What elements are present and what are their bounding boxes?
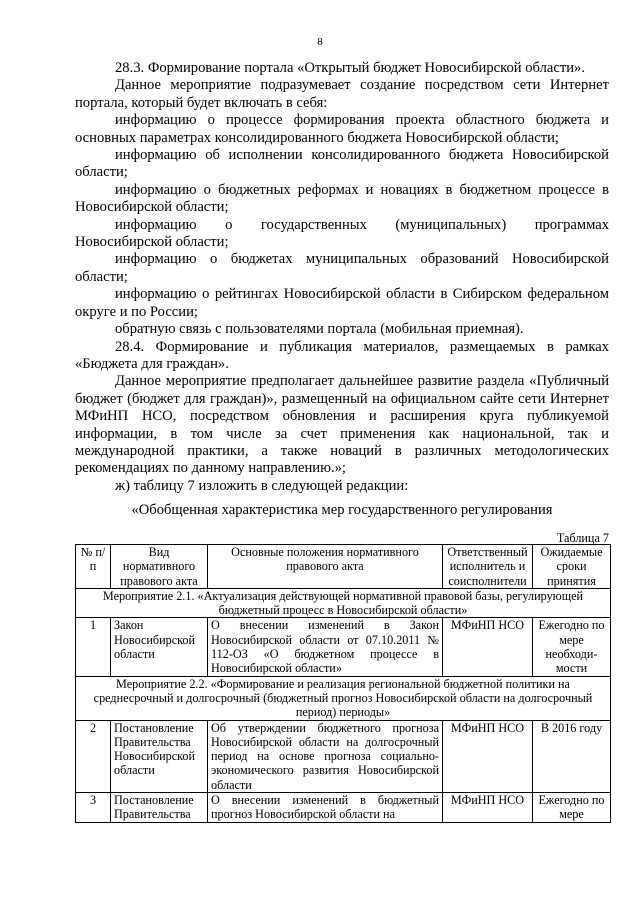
row-number: 3 [76, 793, 111, 823]
act-content: О внесении изменений в бюджетный прогноз Новосибирской области на [208, 793, 443, 823]
paragraph: информацию об исполнении консолидированного бюджета Новосибирской области; [75, 147, 609, 181]
header-cell: Вид нормативного правового акта [111, 545, 208, 589]
paragraph: обратную связь с пользователями портала (мобильная приемная). [115, 321, 524, 338]
row-number: 2 [76, 720, 111, 792]
body-text [75, 60, 609, 495]
paragraph: Данное мероприятие предполагает дальнейшее развитие раздела «Публичный бюджет (бюджет для граждан)», размещенный на официальном сайте сети Интернет МФиНП НСО, посредством обновления и расширения круга публикуемой информации, в том числе за счет применения как национальной, так и международной практики, а также новаций в различных методологических рекомендациях по данному направлению.»; [75, 373, 609, 477]
term: Ежегодно по мере [533, 793, 611, 823]
activity-title: Мероприятие 2.1. «Актуализация действующей нормативной правовой базы, регулирующей бюджетный процесс в Новосибирской области» [76, 588, 611, 618]
table-row [76, 618, 611, 676]
paragraph: ж) таблицу 7 изложить в следующей редакции: [115, 477, 409, 494]
header-cell: № п/п [76, 545, 111, 589]
act-type: Закон Новосибирской области [111, 618, 208, 676]
paragraph: информацию о бюджетах муниципальных образований Новосибирской области; [75, 251, 609, 285]
executor: МФиНП НСО [443, 720, 533, 792]
act-content: О внесении изменений в Закон Новосибирской области от 07.10.2011 № 112-ОЗ «О бюджетном процессе в Новосибирской области» [208, 618, 443, 676]
executor: МФиНП НСО [443, 793, 533, 823]
table-header-row [76, 545, 611, 589]
page-number: 8 [317, 36, 323, 48]
table-title: «Обобщенная характеристика мер государственного регулирования [131, 502, 553, 518]
header-cell: Ожидаемые сроки принятия [533, 545, 611, 589]
paragraph: информацию о рейтингах Новосибирской области в Сибирском федеральном округе и по России; [75, 286, 609, 320]
act-type: Постановление Правительства [111, 793, 208, 823]
paragraph: 28.3. Формирование портала «Открытый бюджет Новосибирской области». [115, 60, 585, 76]
table-number: Таблица 7 [556, 531, 609, 545]
row-number: 1 [76, 618, 111, 676]
header-cell: Основные положения нормативного правового акта [208, 545, 443, 589]
paragraph: Данное мероприятие подразумевает создание посредством сети Интернет портала, который будет включать в себя: [75, 77, 609, 111]
paragraph: информацию о государственных (муниципальных) программах Новосибирской области; [75, 216, 609, 251]
paragraph: информацию о бюджетных реформах и новациях в бюджетном процессе в Новосибирской области; [75, 181, 609, 216]
term: Ежегодно по мере необходи-мости [533, 618, 611, 676]
header-cell: Ответственный исполнитель и соисполнители [443, 545, 533, 589]
paragraph: 28.4. Формирование и публикация материалов, размещаемых в рамках «Бюджета для граждан». [75, 338, 609, 372]
activity-row [76, 676, 611, 720]
act-content: Об утверждении бюджетного прогноза Новосибирской области на долгосрочный период на основе прогноза социально-экономического развития Новосибирской области [208, 720, 443, 792]
table-row [76, 720, 611, 792]
executor: МФиНП НСО [443, 618, 533, 676]
term: В 2016 году [533, 720, 611, 792]
activity-title: Мероприятие 2.2. «Формирование и реализация региональной бюджетной политики на среднесрочный и долгосрочный (бюджетный прогноз Новосибирской области на долгосрочный период) периоды» [76, 676, 611, 720]
activity-row [76, 588, 611, 618]
table-row [76, 793, 611, 823]
regulation-table [75, 544, 611, 823]
paragraph: информацию о процессе формирования проекта областного бюджета и основных параметрах консолидированного бюджета Новосибирской области; [75, 112, 609, 146]
act-type: Постановление Правительства Новосибирской области [111, 720, 208, 792]
